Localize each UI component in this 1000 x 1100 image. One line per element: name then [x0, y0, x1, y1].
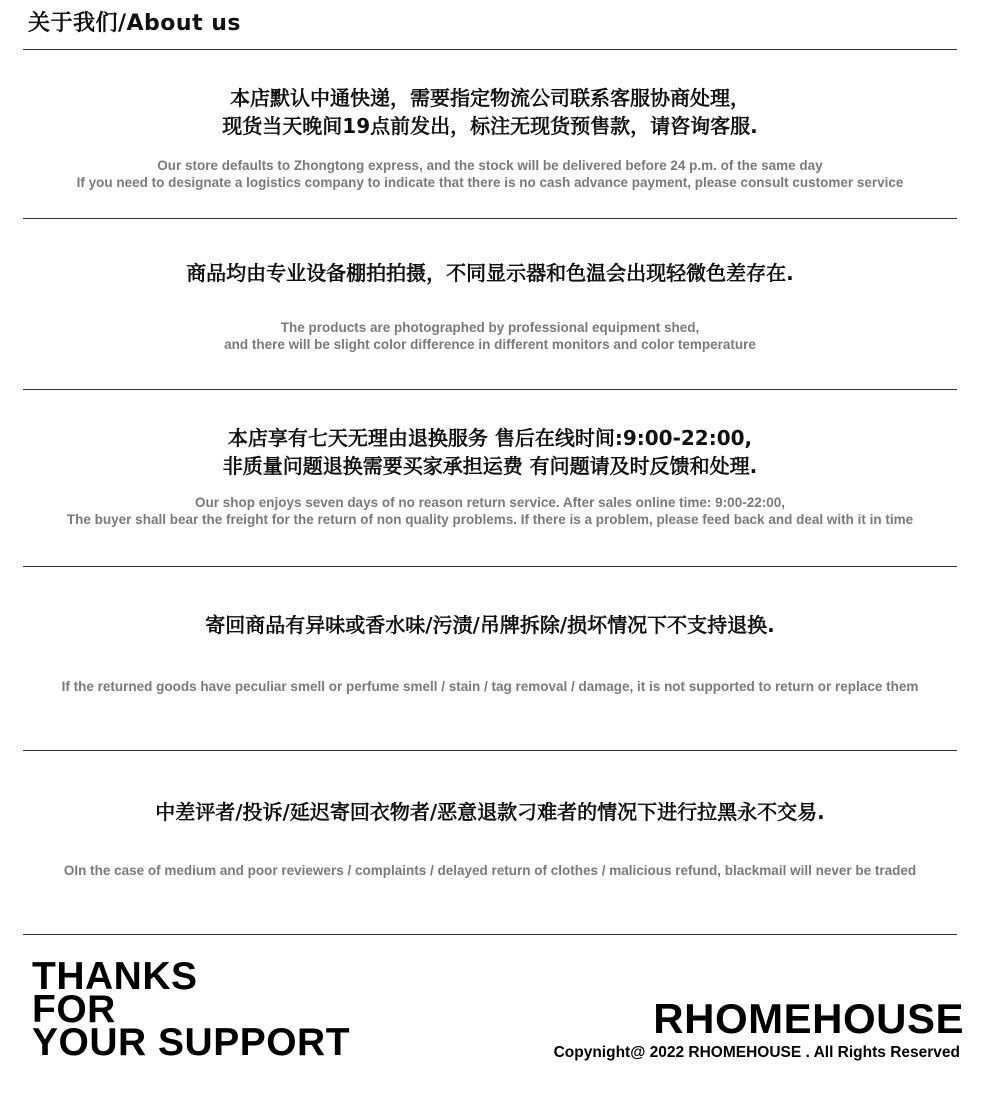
divider	[23, 566, 957, 567]
cn-line: 本店默认中通快递，需要指定物流公司联系客服协商处理，	[230, 86, 750, 110]
notice-en-text	[23, 157, 957, 191]
thanks-message	[32, 955, 351, 1064]
thanks-line: THANKS	[32, 955, 198, 998]
notice-blacklist	[23, 798, 957, 826]
thanks-line: FOR	[32, 988, 116, 1031]
cn-line: 现货当天晚间19点前发出，标注无现货预售款，请咨询客服.	[222, 114, 758, 138]
notice-cn-text	[23, 84, 957, 140]
notice-cn-text	[23, 611, 957, 639]
copyright-text: Copynight@ 2022 RHOMEHOUSE . All Rights Reserved	[553, 1044, 960, 1061]
en-line: OIn the case of medium and poor reviewers / complaints / delayed return of clothes / malicious refund, blackmail will never be traded	[63, 863, 917, 878]
cn-line: 商品均由专业设备棚拍拍摄，不同显示器和色温会出现轻微色差存在.	[186, 261, 794, 285]
en-line: The buyer shall bear the freight for the return of non quality problems. If there is a problem, please feed back and deal with it in time	[66, 512, 914, 527]
en-line: The products are photographed by professional equipment shed,	[280, 320, 700, 335]
divider	[23, 218, 957, 219]
divider	[23, 934, 957, 935]
notice-photography	[23, 259, 957, 287]
notice-en-text	[23, 319, 957, 353]
notice-blacklist-en	[23, 862, 957, 879]
en-line: If the returned goods have peculiar smell or perfume smell / stain / tag removal / damage, it is not supported to return or replace them	[61, 679, 919, 694]
en-line: If you need to designate a logistics company to indicate that there is no cash advance payment, please consult customer service	[76, 175, 904, 190]
notice-return-conditions	[23, 611, 957, 639]
en-line: and there will be slight color difference in different monitors and color temperature	[224, 337, 756, 352]
notice-en-text	[23, 678, 957, 695]
page-title: 关于我们/About us	[28, 11, 242, 36]
divider	[23, 389, 957, 390]
en-line: Our store defaults to Zhongtong express, and the stock will be delivered before 24 p.m. of the same day	[157, 158, 823, 173]
notice-shipping	[23, 84, 957, 140]
notice-cn-text	[23, 424, 957, 480]
notice-en-text	[23, 494, 957, 528]
cn-line: 寄回商品有异味或香水味/污渍/吊牌拆除/损坏情况下不支持退换.	[205, 613, 775, 637]
cn-line: 非质量问题退换需要买家承担运费 有问题请及时反馈和处理.	[222, 454, 758, 478]
notice-return-conditions-en	[23, 678, 957, 695]
notice-photography-en	[23, 319, 957, 353]
divider	[23, 750, 957, 751]
notice-cn-text	[23, 798, 957, 826]
en-line: Our shop enjoys seven days of no reason return service. After sales online time: 9:00-22:00,	[195, 495, 785, 510]
notice-returns-en	[23, 494, 957, 528]
notice-returns	[23, 424, 957, 480]
notice-en-text	[23, 862, 957, 879]
divider	[23, 49, 957, 50]
brand-name: RHOMEHOUSE	[653, 995, 964, 1042]
cn-line: 本店享有七天无理由退换服务 售后在线时间:9:00-22:00,	[227, 426, 753, 450]
thanks-line: YOUR SUPPORT	[32, 1021, 351, 1064]
notice-cn-text	[23, 259, 957, 287]
cn-line: 中差评者/投诉/延迟寄回衣物者/恶意退款刁难者的情况下进行拉黑永不交易.	[155, 800, 825, 824]
notice-shipping-en	[23, 157, 957, 191]
